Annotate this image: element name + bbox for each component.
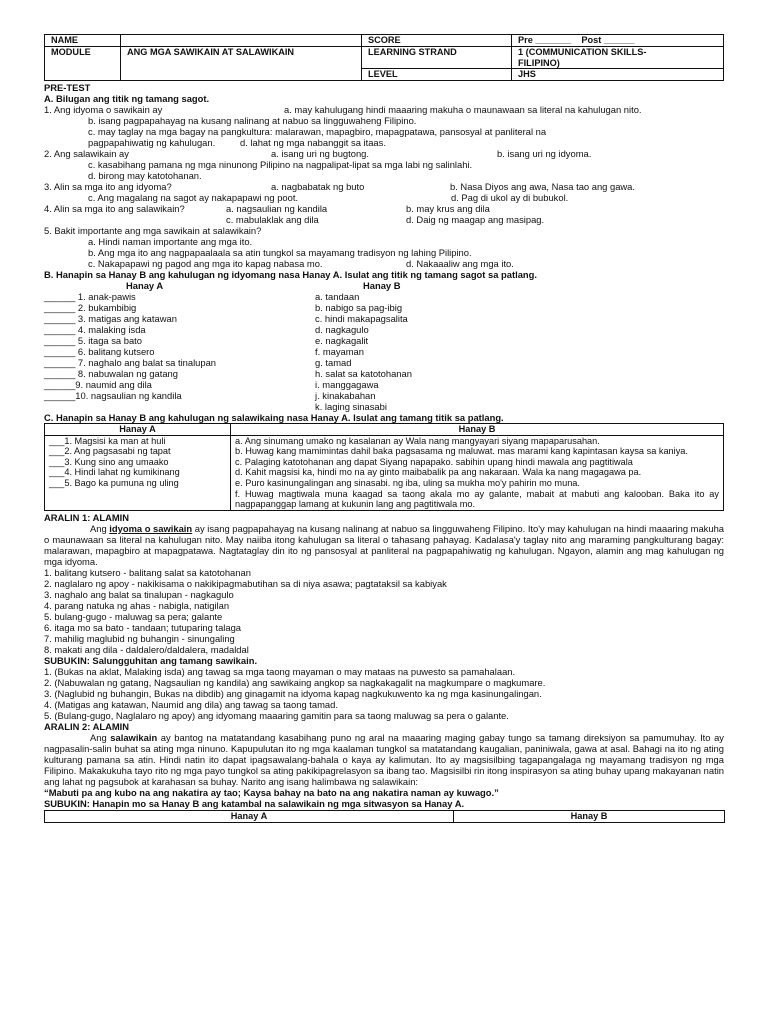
question-1: 1. Ang idyoma o sawikain ay a. may kahulugang hindi maaaring makuha o maunawaan sa literal na kahulugan nito. [44, 104, 642, 115]
subukin-2-title: SUBUKIN: Hanapin mo sa Hanay B ang katambal na salawikain ng mga sitwasyon sa Hanay A. [44, 797, 465, 809]
subukin-2-header-b: Hanay B [454, 810, 725, 822]
table-c-a-item[interactable]: ___1. Magsisi ka man at huli [49, 435, 166, 446]
question-5: 5. Bakit importante ang mga sawikain at salawikain? [44, 225, 262, 236]
score-label: SCORE [362, 35, 512, 47]
choice-4b[interactable]: b. may krus ang dila [406, 203, 490, 214]
module-label: MODULE [45, 47, 121, 81]
aralin-2-title: ARALIN 2: ALAMIN [44, 720, 130, 732]
section-b-instruction: B. Hanapin sa Hanay B ang kahulugan ng idyomang nasa Hanay A. Isulat ang titik ng tamang sagot sa patlang. [44, 269, 537, 280]
question-2: 2. Ang salawikain ay a. isang uri ng bugtong. b. isang uri ng idyoma. [44, 148, 592, 159]
level-value: JHS [512, 69, 724, 81]
table-c-a-item[interactable]: ___5. Bago ka pumuna ng uling [49, 477, 179, 488]
matching-b-column-a [44, 291, 216, 401]
match-a-item[interactable]: ______9. naumid ang dila [44, 379, 152, 390]
idyoma-item: 3. naghalo ang balat sa tinalupan - nagkagulo [44, 588, 234, 600]
aralin-1-title: ARALIN 1: ALAMIN [44, 511, 130, 523]
table-c-a-item[interactable]: ___3. Kung sino ang umaako [49, 456, 169, 467]
choice-1c-cont: pagpapahiwatig ng kahulugan. d. lahat ng mga nabanggit sa itaas. [88, 137, 386, 148]
match-a-item[interactable]: ______ 4. malaking isda [44, 324, 146, 335]
name-field[interactable] [121, 35, 362, 47]
choice-2d[interactable]: d. birong may katotohanan. [88, 170, 202, 181]
match-a-item[interactable]: ______ 5. itaga sa bato [44, 335, 142, 346]
choice-1d[interactable]: d. lahat ng mga nabanggit sa itaas. [240, 137, 386, 148]
subukin-2-header-a: Hanay A [45, 810, 454, 822]
subukin-item[interactable]: 2. (Nabuwalan ng gatang, Nagsaulian ng kandila) ang sawikaing angkop sa nagkakagalit na magkumpare o magkumare. [44, 676, 546, 688]
table-c-header-a: Hanay A [45, 424, 231, 436]
match-b-item: g. tamad [315, 357, 352, 368]
section-c-instruction: C. Hanapin sa Hanay B ang kahulugan ng salawikaing nasa Hanay A. Isulat ang tamang titik sa patlang. [44, 412, 504, 423]
choice-2c[interactable]: c. kasabihang pamana ng mga ninunong Pilipino na nagpalipat-lipat sa mga labi ng salinlahi. [88, 159, 473, 170]
idyoma-item: 6. itaga mo sa bato - tandaan; tutuparing talaga [44, 621, 242, 633]
question-5-row3 [44, 258, 724, 269]
subukin-2-table [44, 810, 725, 823]
idyoma-item: 5. bulang-gugo - maluwag sa pera; galante [44, 610, 223, 622]
choice-5a[interactable]: a. Hindi naman importante ang mga ito. [88, 236, 253, 247]
section-a-instruction: A. Bilugan ang titik ng tamang sagot. [44, 93, 210, 104]
choice-5b[interactable]: b. Ang mga ito ang nagpapaalaala sa atin tungkol sa mayamang tradisyon ng lahing Pilipino. [88, 247, 472, 258]
match-b-item: c. hindi makapagsalita [315, 313, 408, 324]
pretest-title: PRE-TEST [44, 82, 91, 93]
match-a-item[interactable]: ______ 1. anak-pawis [44, 291, 136, 302]
match-a-item[interactable]: ______ 3. matigas ang katawan [44, 313, 177, 324]
matching-b-column-b [315, 291, 412, 412]
match-b-item: f. mayaman [315, 346, 364, 357]
match-b-item: d. nagkagulo [315, 324, 369, 335]
match-a-item[interactable]: ______ 7. naghalo ang balat sa tinalupan [44, 357, 217, 368]
match-b-item: e. nagkagalit [315, 335, 369, 346]
idyoma-item: 1. balitang kutsero - balitang salat sa katotohanan [44, 566, 251, 578]
choice-1c[interactable]: c. may taglay na mga bagay na pangkultura: malarawan, mapagbiro, mapagpatawa, pansosyal at panliteral na [88, 126, 547, 137]
match-a-item[interactable]: ______10. nagsaulian ng kandila [44, 390, 182, 401]
table-c-a-item[interactable]: ___2. Ang pagsasabi ng tapat [49, 446, 171, 457]
score-field[interactable]: Pre _______ Post ______ [512, 35, 724, 47]
table-c-b-item: c. Palaging katotohanan ang dapat Siyang napapako. sabihin upang hindi mawala ang pagtitiwala [235, 456, 633, 467]
match-b-item: k. laging sinasabi [315, 401, 387, 412]
choice-1a[interactable]: a. may kahulugang hindi maaaring makuha o maunawaan sa literal na kahulugan nito. [284, 104, 642, 115]
table-c-a-item[interactable]: ___4. Hindi lahat ng kumikinang [49, 467, 180, 478]
table-c-b-item: a. Ang sinumang umako ng kasalanan ay Wala nang mangyayari siyang mapaparusahan. [235, 435, 600, 446]
name-label: NAME [45, 35, 121, 47]
choice-1b[interactable]: b. isang pagpapahayag na kusang nalinang at nabuo sa lingguwaheng Filipino. [88, 115, 417, 126]
idyoma-item: 7. mahilig maglubid ng buhangin - sinungaling [44, 632, 235, 644]
subukin-item[interactable]: 1. (Bukas na aklat, Malaking isda) ang tawag sa mga taong mayaman o may mataas na puwesto sa pamahalaan. [44, 665, 516, 677]
idyoma-item: 2. naglalaro ng apoy - nakikisama o nakikipagmabutihan sa di niya asawa; pagtataksil sa kabiyak [44, 577, 447, 589]
choice-4a[interactable]: a. nagsaulian ng kandila [226, 203, 328, 214]
strand-label: LEARNING STRAND [362, 47, 512, 69]
table-c-b-item: f. Huwag magtiwala muna kaagad sa taong akala mo ay galante, mabait at mabuti ang kalooban. Baka ito ay nagpapanggap lamang at kukunin lang ang pagtitiwala mo. [235, 488, 719, 510]
question-4: 4. Alin sa mga ito ang salawikain? a. nagsaulian ng kandila b. may krus ang dila [44, 203, 490, 214]
choice-5d[interactable]: d. Nakaaaliw ang mga ito. [406, 258, 514, 269]
subukin-item[interactable]: 4. (Matigas ang katawan, Naumid ang dila) ang tawag sa taong tamad. [44, 698, 338, 710]
match-b-item: a. tandaan [315, 291, 360, 302]
hanay-a-header: Hanay A [126, 280, 164, 291]
table-c-header-b: Hanay B [231, 424, 724, 436]
choice-5c[interactable]: c. Nakapapawi ng pagod ang mga ito kapag nabasa mo. [88, 258, 323, 269]
section-c-table [44, 423, 724, 511]
choice-3d[interactable]: d. Pag di ukol ay di bubukol. [451, 192, 569, 203]
choice-2a[interactable]: a. isang uri ng bugtong. [271, 148, 369, 159]
choice-4c[interactable]: c. mabulaklak ang dila [226, 214, 319, 225]
section-b-headers [44, 280, 724, 291]
idyoma-item: 8. makati ang dila - daldalero/daldalera, madaldal [44, 643, 249, 655]
choice-2b[interactable]: b. isang uri ng idyoma. [497, 148, 592, 159]
module-value: ANG MGA SAWIKAIN AT SALAWIKAIN [121, 47, 362, 81]
level-label: LEVEL [362, 69, 512, 81]
term-idyoma: idyoma o sawikain [109, 522, 193, 534]
aralin-1-paragraph: Ang idyoma o sawikain ay isang pagpapahayag na kusang nalinang at nabuo sa lingguwaheng Filipino. Ito'y may kahulugan na hindi maaaring makuha o maunawaan sa literal na kahulugan nito. May naiiba itong kahulugan sa literal o tahasang pahayag. Kadalasa'y taglay nito ang maraming pangkulturang bagay: malarawan, mapagbiro at mapagpatawa. Nagtataglay din ito ng pansosyal at panliteral na pagpapahiwatig ng kahulugan. Ngayon, alamin ang mag kahulugan ng mga idyoma. [44, 522, 724, 567]
subukin-item[interactable]: 3. (Naglubid ng buhangin, Bukas na dibdib) ang ginagamit na idyoma kapag nagkukuwento ka ng mga kasinungalingan. [44, 687, 542, 699]
table-c-b-item: d. Kahit magsisi ka, hindi mo na ay ginto maibabalik pa ang nakaraan. Wala ka nang magagawa pa. [235, 467, 642, 478]
match-a-item[interactable]: ______ 2. bukambibig [44, 302, 137, 313]
match-b-item: h. salat sa katotohanan [315, 368, 412, 379]
question-3: 3. Alin sa mga ito ang idyoma? a. nagbabatak ng buto b. Nasa Diyos ang awa, Nasa tao ang gawa. [44, 181, 636, 192]
question-3-row2 [44, 192, 724, 203]
match-b-item: b. nabigo sa pag-ibig [315, 302, 403, 313]
strand-value: 1 (COMMUNICATION SKILLS- FILIPINO) [512, 47, 724, 69]
subukin-1-title: SUBUKIN: Salungguhitan ang tamang sawikain. [44, 654, 258, 666]
table-c-column-b [231, 435, 724, 510]
table-c-b-item: b. Huwag kang mamimintas dahil baka pagsasama ng maluwat. mas marami kang kapintasan kaysa sa kaniya. [235, 446, 688, 457]
idyoma-item: 4. parang natuka ng ahas - nabigla, natigilan [44, 599, 230, 611]
match-b-item: i. manggagawa [315, 379, 379, 390]
match-a-item[interactable]: ______ 8. nabuwalan ng gatang [44, 368, 178, 379]
salawikain-quote: “Mabuti pa ang kubo na ang nakatira ay tao; Kaysa bahay na bato na ang nakatira naman ay kuwago.” [44, 786, 499, 798]
table-c-b-item: e. Puro kasinungalingan ang sinasabi. ng iba, uling sa mukha mo'y pahirin mo muna. [235, 477, 580, 488]
choice-3c[interactable]: c. Ang magalang na sagot ay nakapapawi ng poot. [88, 192, 299, 203]
question-4-row2 [44, 214, 724, 225]
aralin-2-paragraph: Ang salawikain ay bantog na matatandang kasabihang puno ng aral na maaaring maging gabay tungo sa tamang direksiyon sa pamumuhay. Ito ay nagpasalin-salin buhat sa ating mga ninuno. Kapupulutan ito ng mga kaalaman tungkol sa matatandang kaugalian, paniniwala, gawa at asal. Bahagi na ito ng ating kulturang pamana sa atin. Hindi natin ito dapat ipagsawalang-bahala o kaya ay kalimutan. Ito ay magsisilbing tagapangalaga ng mayamang tradisyon ng mga Filipino. Makakukuha tayo rito ng mga payo tungkol sa ating pakikipagrelasyon sa ibang tao. Magsisilbi rin itong inspirasyon sa ating buhay upang makayanan natin ang lahat ng pagsubok at karahasan sa buhay. Narito ang isang halimbawa ng salawikain: [44, 731, 724, 787]
choice-3b[interactable]: b. Nasa Diyos ang awa, Nasa tao ang gawa. [450, 181, 636, 192]
subukin-item[interactable]: 5. (Bulang-gugo, Naglalaro ng apoy) ang idyomang maaaring gamitin para sa taong maluwag sa pera o galante. [44, 709, 509, 721]
match-b-item: j. kinakabahan [315, 390, 376, 401]
table-c-column-a [45, 435, 231, 510]
choice-3a[interactable]: a. nagbabatak ng buto [271, 181, 365, 192]
match-a-item[interactable]: ______ 6. balitang kutsero [44, 346, 155, 357]
header-table [44, 34, 724, 81]
hanay-b-header: Hanay B [363, 280, 401, 291]
matching-b [44, 291, 724, 412]
term-salawikain: salawikain [110, 731, 158, 743]
choice-4d[interactable]: d. Daig ng maagap ang masipag. [406, 214, 545, 225]
